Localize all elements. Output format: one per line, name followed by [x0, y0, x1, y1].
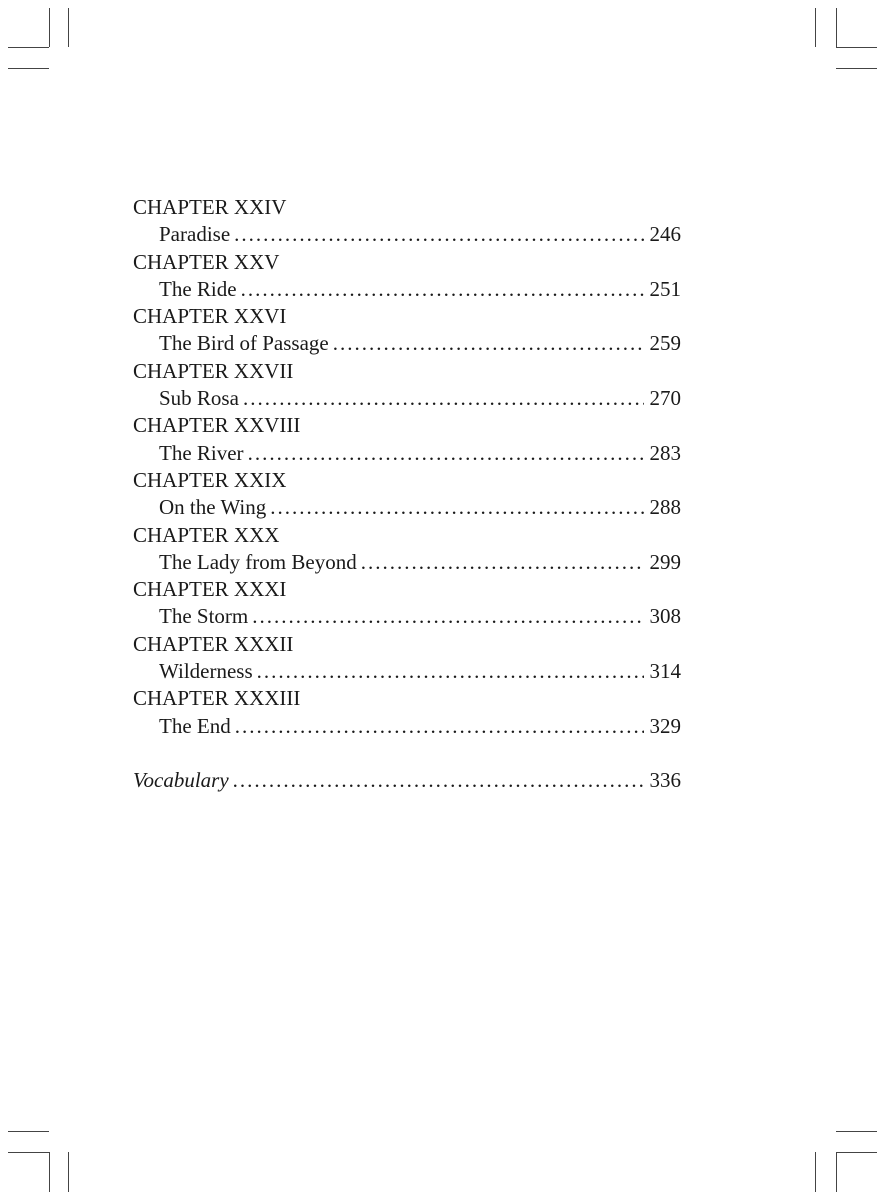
dot-leader — [233, 767, 644, 794]
crop-mark — [836, 8, 837, 47]
chapter-heading: CHAPTER XXXII — [133, 631, 294, 656]
page-number: 270 — [649, 386, 681, 411]
toc-entry-vocabulary — [133, 767, 681, 794]
chapter-heading: CHAPTER XXV — [133, 249, 280, 274]
toc-chapter — [133, 194, 681, 249]
crop-mark — [49, 1152, 50, 1192]
toc-chapter — [133, 358, 681, 413]
crop-mark — [836, 68, 877, 69]
crop-mark — [8, 68, 49, 69]
chapter-heading: CHAPTER XXIX — [133, 467, 287, 492]
chapter-heading: CHAPTER XXXI — [133, 577, 287, 602]
chapter-title: The End — [159, 713, 231, 738]
chapter-title: Wilderness — [159, 659, 253, 684]
chapter-title: Sub Rosa — [159, 386, 239, 411]
chapter-heading: CHAPTER XXX — [133, 522, 280, 547]
crop-mark — [815, 1152, 816, 1192]
toc-chapter — [133, 412, 681, 467]
toc-entry — [133, 658, 681, 685]
toc-entry — [133, 494, 681, 521]
chapter-title: On the Wing — [159, 495, 267, 520]
page-number: 251 — [649, 276, 681, 301]
page-number: 246 — [649, 222, 681, 247]
toc-chapter — [133, 467, 681, 522]
toc-chapter — [133, 522, 681, 577]
page-number: 314 — [649, 659, 681, 684]
toc-entry — [133, 221, 681, 248]
chapter-heading: CHAPTER XXVI — [133, 304, 287, 329]
toc-entry — [133, 385, 681, 412]
page-number: 288 — [649, 495, 681, 520]
crop-mark — [836, 1131, 877, 1132]
toc-chapter — [133, 576, 681, 631]
toc-chapter — [133, 303, 681, 358]
crop-mark — [8, 1152, 49, 1153]
dot-leader — [243, 385, 644, 412]
dot-leader — [361, 549, 644, 576]
page-number: 329 — [649, 713, 681, 738]
chapter-title: The Lady from Beyond — [159, 549, 357, 574]
toc-chapter — [133, 249, 681, 304]
toc-entry — [133, 549, 681, 576]
toc-entry — [133, 276, 681, 303]
chapter-title: The Storm — [159, 604, 249, 629]
dot-leader — [248, 440, 644, 467]
page-number: 283 — [649, 440, 681, 465]
toc-entry — [133, 440, 681, 467]
dot-leader — [252, 603, 643, 630]
chapter-title: The Bird of Passage — [159, 331, 329, 356]
chapter-title: The River — [159, 440, 244, 465]
chapter-heading: CHAPTER XXIV — [133, 195, 287, 219]
crop-mark — [68, 8, 69, 47]
dot-leader — [270, 494, 643, 521]
dot-leader — [257, 658, 644, 685]
crop-mark — [8, 47, 49, 48]
crop-mark — [49, 8, 50, 47]
chapter-title: Paradise — [159, 222, 231, 247]
page-number: 336 — [649, 767, 681, 792]
dot-leader — [333, 330, 644, 357]
toc-entry — [133, 603, 681, 630]
chapter-heading: CHAPTER XXXIII — [133, 686, 301, 711]
chapter-heading: CHAPTER XXVIII — [133, 413, 301, 438]
crop-mark — [836, 47, 877, 48]
crop-mark — [68, 1152, 69, 1192]
crop-mark — [836, 1152, 877, 1153]
vocabulary-title: Vocabulary — [133, 767, 229, 792]
dot-leader — [234, 221, 643, 248]
toc-entry — [133, 713, 681, 740]
chapter-heading: CHAPTER XXVII — [133, 358, 294, 383]
crop-mark — [836, 1152, 837, 1192]
chapter-title: The Ride — [159, 276, 237, 301]
table-of-contents — [133, 194, 681, 794]
dot-leader — [241, 276, 644, 303]
toc-chapter — [133, 631, 681, 686]
dot-leader — [235, 713, 644, 740]
toc-entry — [133, 330, 681, 357]
page-number: 299 — [649, 549, 681, 574]
crop-mark — [815, 8, 816, 47]
page-number: 308 — [649, 604, 681, 629]
page-number: 259 — [649, 331, 681, 356]
toc-chapter — [133, 685, 681, 740]
crop-mark — [8, 1131, 49, 1132]
